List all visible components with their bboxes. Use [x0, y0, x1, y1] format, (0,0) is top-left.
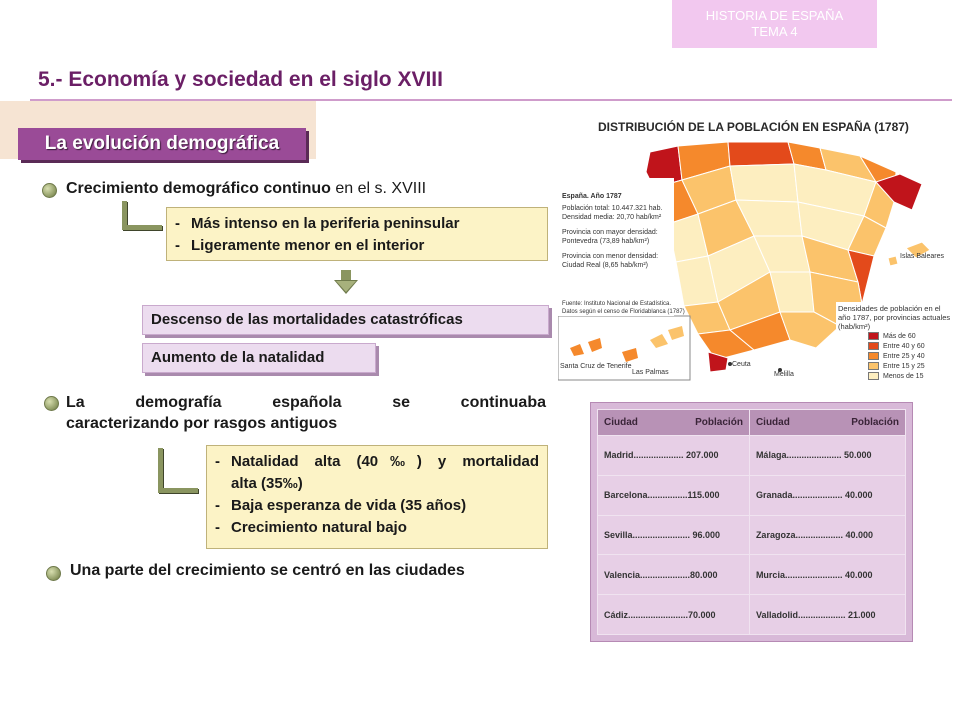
table-row: [598, 555, 906, 595]
map-info-min-value: Ciudad Real (8,65 hab/km²): [562, 262, 648, 269]
table-row: [598, 515, 906, 555]
table-row: [598, 436, 906, 476]
course-badge: [672, 0, 877, 48]
city-population-table: [590, 402, 913, 642]
list-item: alta (35‰): [231, 475, 303, 492]
map-source-line2: Datos según el censo de Floridablanca (1787): [562, 309, 685, 315]
table-header: Ciudad Población: [749, 410, 905, 436]
growth-details-box: [166, 207, 548, 261]
table-header-row: [598, 410, 906, 436]
map-info-max-label: Provincia con mayor densidad:: [562, 229, 658, 236]
legend-item: Menos de 15: [868, 372, 923, 380]
point-old-features: La demografía española se continuaba caracterizando por rasgos antiguos: [66, 394, 546, 432]
result-higher-birthrate: Aumento de la natalidad: [142, 343, 376, 373]
map-info-min-label: Provincia con menor densidad:: [562, 253, 659, 260]
map-label-tenerife: Santa Cruz de Tenerife: [560, 363, 632, 370]
legend-swatch: [868, 362, 879, 370]
map-info-title: España. Año 1787: [562, 193, 622, 200]
legend-swatch: [868, 342, 879, 350]
arrow-down-icon: [332, 268, 360, 296]
table-cell: Málaga...................... 50.000: [749, 436, 905, 476]
point-urban-growth: Una parte del crecimiento se centró en las ciudades: [70, 562, 465, 579]
table-cell: Zaragoza................... 40.000: [749, 515, 905, 555]
table-cell: Sevilla....................... 96.000: [598, 515, 750, 555]
list-item: - Ligeramente menor en el interior: [175, 237, 425, 254]
legend-item: Entre 25 y 40: [868, 352, 925, 360]
map-info-total: Población total: 10.447.321 hab.: [562, 205, 663, 212]
point-demographic-growth: [66, 180, 426, 198]
point-growth-light: en el s. XVIII: [330, 180, 427, 197]
table-cell: Cádiz........................70.000: [598, 595, 750, 635]
old-features-box: [206, 445, 548, 549]
list-item: - Baja esperanza de vida (35 años): [215, 497, 467, 514]
legend-swatch: [868, 352, 879, 360]
map-label-ceuta: Ceuta: [732, 361, 751, 368]
population-table: [597, 409, 906, 635]
badge-subject: HISTORIA DE ESPAÑA: [705, 8, 844, 23]
bullet-icon: [42, 183, 57, 198]
legend-title: Densidades de población en el año 1787, por provincias actuales (hab/km²): [838, 304, 951, 331]
connector-arrow-icon: [158, 448, 202, 482]
point-growth-bold: Crecimiento demográfico continuo: [66, 180, 331, 197]
map-info-density: Densidad media: 20,70 hab/km²: [562, 214, 662, 221]
map-label-melilla: Melilla: [774, 371, 794, 378]
bullet-icon: [44, 396, 59, 411]
legend-item: Entre 15 y 25: [868, 362, 925, 370]
legend-item: Más de 60: [868, 332, 916, 340]
legend-swatch: [868, 372, 879, 380]
table-cell: Barcelona................115.000: [598, 475, 750, 515]
table-cell: Valladolid................... 21.000: [749, 595, 905, 635]
section-heading: La evolución demográfica: [18, 128, 306, 160]
table-cell: Madrid.................... 207.000: [598, 436, 750, 476]
badge-topic: TEMA 4: [751, 24, 798, 39]
map-info-max-value: Pontevedra (73,89 hab/km²): [562, 238, 650, 245]
slide-title: 5.- Economía y sociedad en el siglo XVIII: [38, 68, 443, 91]
map-source-line1: Fuente: Instituto Nacional de Estadística.: [562, 301, 672, 307]
table-row: [598, 475, 906, 515]
legend-swatch: [868, 332, 879, 340]
list-item: - Crecimiento natural bajo: [215, 519, 407, 536]
bullet-icon: [46, 566, 61, 581]
table-header: Ciudad Población: [598, 410, 750, 436]
map-label-las-palmas: Las Palmas: [632, 369, 669, 376]
table-cell: Murcia....................... 40.000: [749, 555, 905, 595]
map-label-baleares: Islas Baleares: [900, 253, 944, 260]
connector-arrow-icon: [122, 201, 166, 235]
table-cell: Granada.................... 40.000: [749, 475, 905, 515]
result-lower-mortality: Descenso de las mortalidades catastróficas: [142, 305, 549, 335]
table-cell: Valencia....................80.000: [598, 555, 750, 595]
map-title: DISTRIBUCIÓN DE LA POBLACIÓN EN ESPAÑA (1787): [598, 120, 909, 134]
table-row: [598, 595, 906, 635]
list-item: - Natalidad alta (40‰) y mortalidad: [215, 453, 539, 470]
legend-item: Entre 40 y 60: [868, 342, 925, 350]
list-item: - Más intenso en la periferia peninsular: [175, 215, 460, 232]
